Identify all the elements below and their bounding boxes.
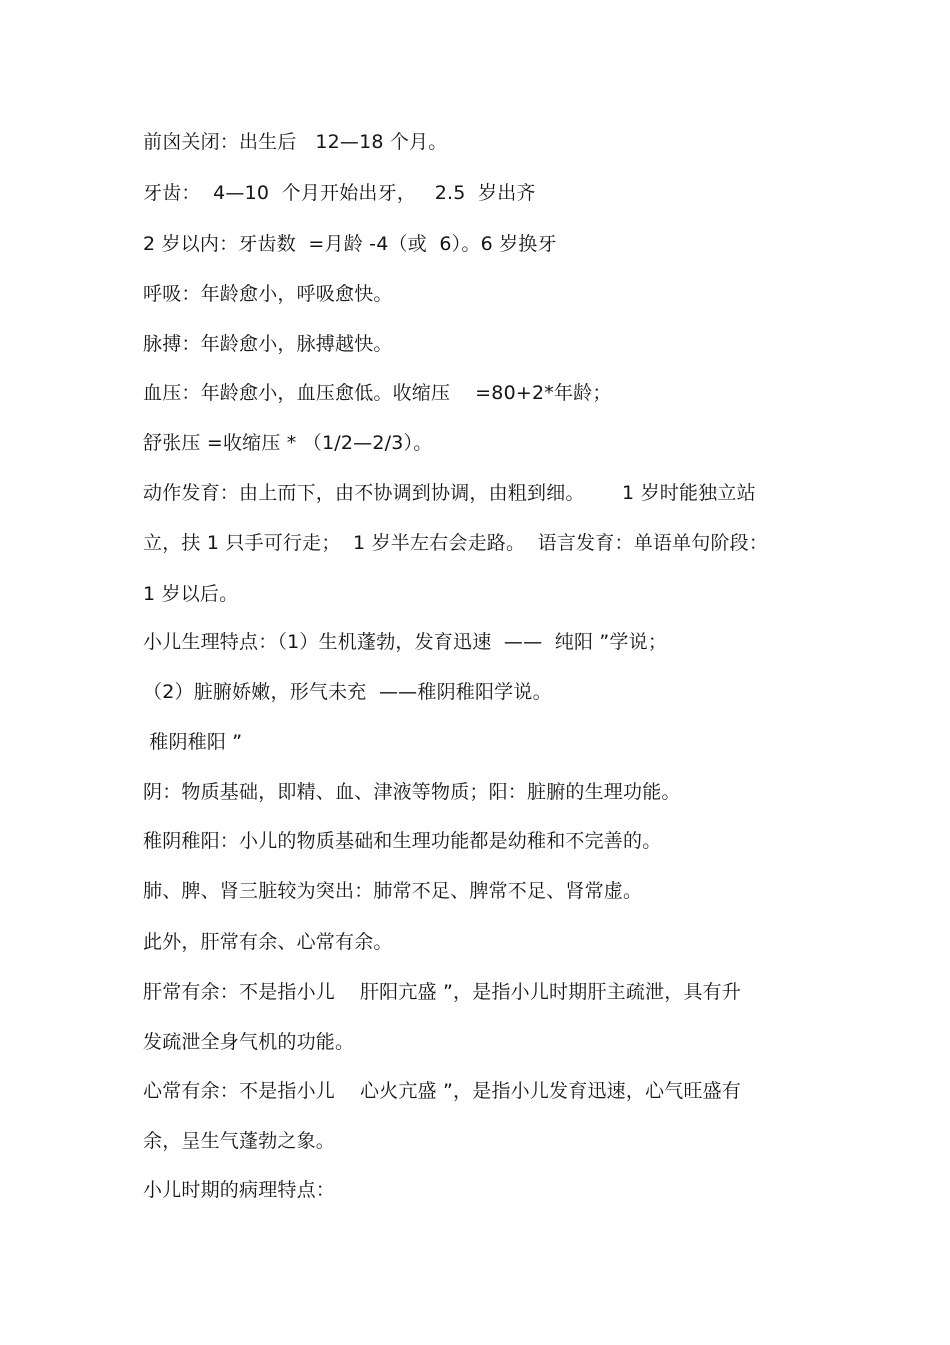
line-yin-yang-desc: 稚阴稚阳：小儿的物质基础和生理功能都是幼稚和不完善的。	[143, 830, 662, 852]
line-breathing: 呼吸：年龄愈小，呼吸愈快。	[143, 283, 393, 305]
line-physiology-1: 小儿生理特点：（1）生机蓬勃，发育迅速 —— 纯阳 ”学说；	[143, 631, 668, 653]
line-diastolic: 舒张压 =收缩压 * （1/2—2/3）。	[143, 432, 433, 454]
line-yin-yang-def: 阴：物质基础，即精、血、津液等物质；阳：脏腑的生理功能。	[143, 781, 681, 803]
line-liver-cont: 发疏泄全身气机的功能。	[143, 1031, 355, 1053]
line-blood-pressure: 血压：年龄愈小，血压愈低。收缩压 =80+2*年龄；	[143, 382, 612, 404]
line-pathology-heading: 小儿时期的病理特点：	[143, 1179, 336, 1201]
line-yin-yang-heading: 稚阴稚阳 ”	[143, 731, 243, 753]
line-heart-cont: 余，呈生气蓬勃之象。	[143, 1130, 336, 1152]
line-teeth-count: 2 岁以内：牙齿数 =月龄 -4（或 6）。6 岁换牙	[143, 233, 557, 255]
line-physiology-2: （2）脏腑娇嫩，形气未充 ——稚阴稚阳学说。	[143, 681, 552, 703]
line-organs: 肺、脾、肾三脏较为突出：肺常不足、脾常不足、肾常虚。	[143, 880, 643, 902]
line-teeth: 牙齿： 4—10 个月开始出牙， 2.5 岁出齐	[143, 182, 536, 204]
line-heart: 心常有余：不是指小儿 心火亢盛 ”，是指小儿发育迅速，心气旺盛有	[143, 1080, 742, 1102]
line-language-age: 1 岁以后。	[143, 583, 239, 605]
line-liver: 肝常有余：不是指小儿 肝阳亢盛 ”，是指小儿时期肝主疏泄，具有升	[143, 981, 742, 1003]
line-excess: 此外，肝常有余、心常有余。	[143, 931, 393, 953]
line-motor-development-cont: 立，扶 1 只手可行走； 1 岁半左右会走路。 语言发育：单语单句阶段：	[143, 532, 769, 554]
line-pulse: 脉搏：年龄愈小，脉搏越快。	[143, 333, 393, 355]
line-motor-development: 动作发育：由上而下，由不协调到协调，由粗到细。 1 岁时能独立站	[143, 482, 756, 504]
line-fontanelle: 前囟关闭：出生后 12—18 个月。	[143, 131, 448, 153]
